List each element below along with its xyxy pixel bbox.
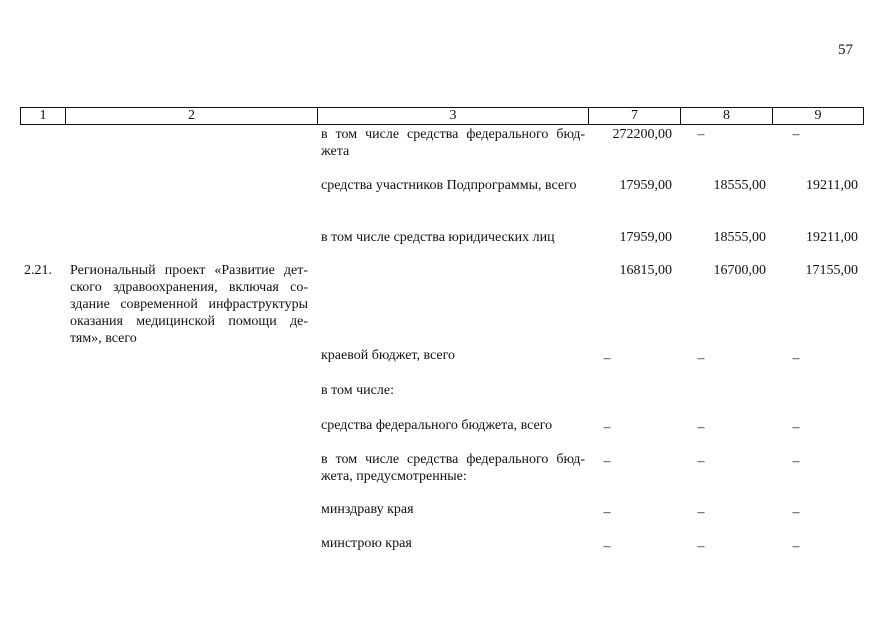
header-col-2: 2 [66, 108, 318, 124]
row-label: минстрою края [321, 536, 412, 551]
row-value-col8: 18555,00 [713, 178, 766, 193]
row-value-col7: 16815,00 [619, 263, 672, 278]
row-value-col7: – [603, 539, 611, 554]
row-value-col7: – [603, 420, 611, 435]
row-value-col8: – [697, 539, 705, 554]
row-label: краевой бюджет, всего [321, 348, 456, 363]
row-value-col8: – [697, 351, 705, 366]
row-value-col9: 19211,00 [806, 230, 858, 245]
row-value-col9: – [792, 351, 800, 366]
row-value-col9: – [792, 539, 800, 554]
row-value-col9: – [792, 420, 800, 435]
header-col-3: 3 [318, 108, 589, 124]
row-value-col8: – [697, 454, 705, 469]
row-label: в том числе средства федерального бюд-жета [321, 127, 585, 159]
row-value-col7: – [603, 505, 611, 520]
page-number: 57 [838, 42, 853, 58]
row-value-col7: 272200,00 [612, 127, 672, 142]
row-value-col8: – [697, 127, 705, 142]
row-label: средства участников Подпрограммы, всего [321, 178, 577, 193]
header-col-9: 9 [814, 108, 822, 123]
row-value-col9: – [792, 127, 800, 142]
row-value-col9: – [792, 505, 800, 520]
table-header [20, 107, 864, 125]
row-label: средства федерального бюджета, всего [321, 418, 553, 433]
row-label: в том числе средства юридических лиц [321, 230, 555, 245]
row-value-col7: – [603, 351, 611, 366]
row-label: минздраву края [321, 502, 414, 517]
row-value-col7: 17959,00 [619, 230, 672, 245]
row-value-col9: 17155,00 [805, 263, 858, 278]
project-name: Региональный проект «Развитие дет-ского здравоохранения, включая со-здание современной инфраструктуры оказания медицинской помощи де-тям», всего [70, 263, 308, 346]
row-value-col8: 18555,00 [713, 230, 766, 245]
header-col-7: 7 [589, 108, 681, 124]
row-value-col7: 17959,00 [619, 178, 672, 193]
row-label: в том числе: [321, 383, 394, 398]
row-value-col8: – [697, 505, 705, 520]
row-value-col8: – [697, 420, 705, 435]
header-col-8: 8 [681, 108, 773, 124]
row-value-col7: – [603, 454, 611, 469]
row-label: в том числе средства федерального бюд-жета, предусмотренные: [321, 452, 585, 484]
item-number: 2.21. [24, 263, 52, 278]
row-value-col9: 19211,00 [806, 178, 858, 193]
row-value-col9: – [792, 454, 800, 469]
header-col-1: 1 [21, 108, 66, 124]
row-value-col8: 16700,00 [713, 263, 766, 278]
